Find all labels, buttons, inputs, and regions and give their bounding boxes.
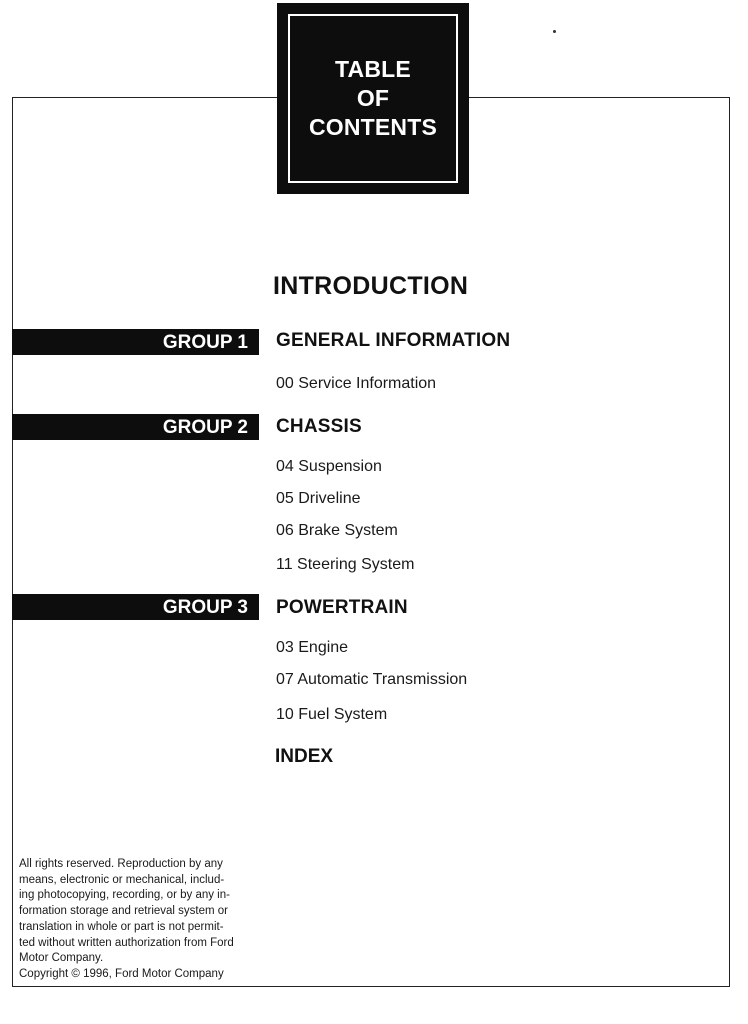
title-line-1: TABLE	[335, 56, 411, 82]
copyright-line: translation in whole or part is not permit-	[19, 920, 224, 933]
toc-item-engine[interactable]: 03 Engine	[276, 639, 349, 656]
title-inner-border	[288, 14, 458, 183]
title-line-3: CONTENTS	[308, 114, 438, 140]
copyright-line: Copyright © 1996, Ford Motor Company	[19, 967, 224, 980]
section-general-information[interactable]: GENERAL INFORMATION	[276, 330, 511, 351]
section-powertrain[interactable]: POWERTRAIN	[276, 597, 408, 618]
title-box	[277, 3, 469, 194]
toc-item-automatic-transmission[interactable]: 07 Automatic Transmission	[276, 671, 468, 688]
title-line-2: OF	[356, 85, 390, 111]
toc-item-fuel-system[interactable]: 10 Fuel System	[276, 706, 388, 723]
toc-item-brake-system[interactable]: 06 Brake System	[276, 522, 398, 539]
copyright-line: All rights reserved. Reproduction by any	[19, 858, 223, 870]
copyright-line: means, electronic or mechanical, includ-	[19, 873, 225, 886]
copyright-line: formation storage and retrieval system or	[19, 905, 229, 918]
copyright-line: ing photocopying, recording, or by any in-	[19, 889, 230, 902]
copyright-line: ted without written authorization from Ford	[19, 936, 234, 949]
introduction-heading[interactable]: INTRODUCTION	[273, 272, 469, 300]
toc-item-driveline[interactable]: 05 Driveline	[276, 490, 361, 507]
group-2-bar: GROUP 2	[12, 414, 259, 440]
copyright-notice	[19, 857, 269, 983]
group-3-bar: GROUP 3	[12, 594, 259, 620]
index-heading[interactable]: INDEX	[275, 746, 334, 767]
copyright-line: Motor Company.	[19, 952, 104, 965]
toc-item-service-information[interactable]: 00 Service Information	[276, 375, 437, 392]
toc-item-steering-system[interactable]: 11 Steering System	[276, 556, 415, 573]
toc-item-suspension[interactable]: 04 Suspension	[276, 458, 382, 475]
group-1-bar: GROUP 1	[12, 329, 259, 355]
scan-speck	[553, 30, 556, 33]
page-frame	[12, 97, 730, 987]
section-chassis[interactable]: CHASSIS	[276, 416, 362, 437]
